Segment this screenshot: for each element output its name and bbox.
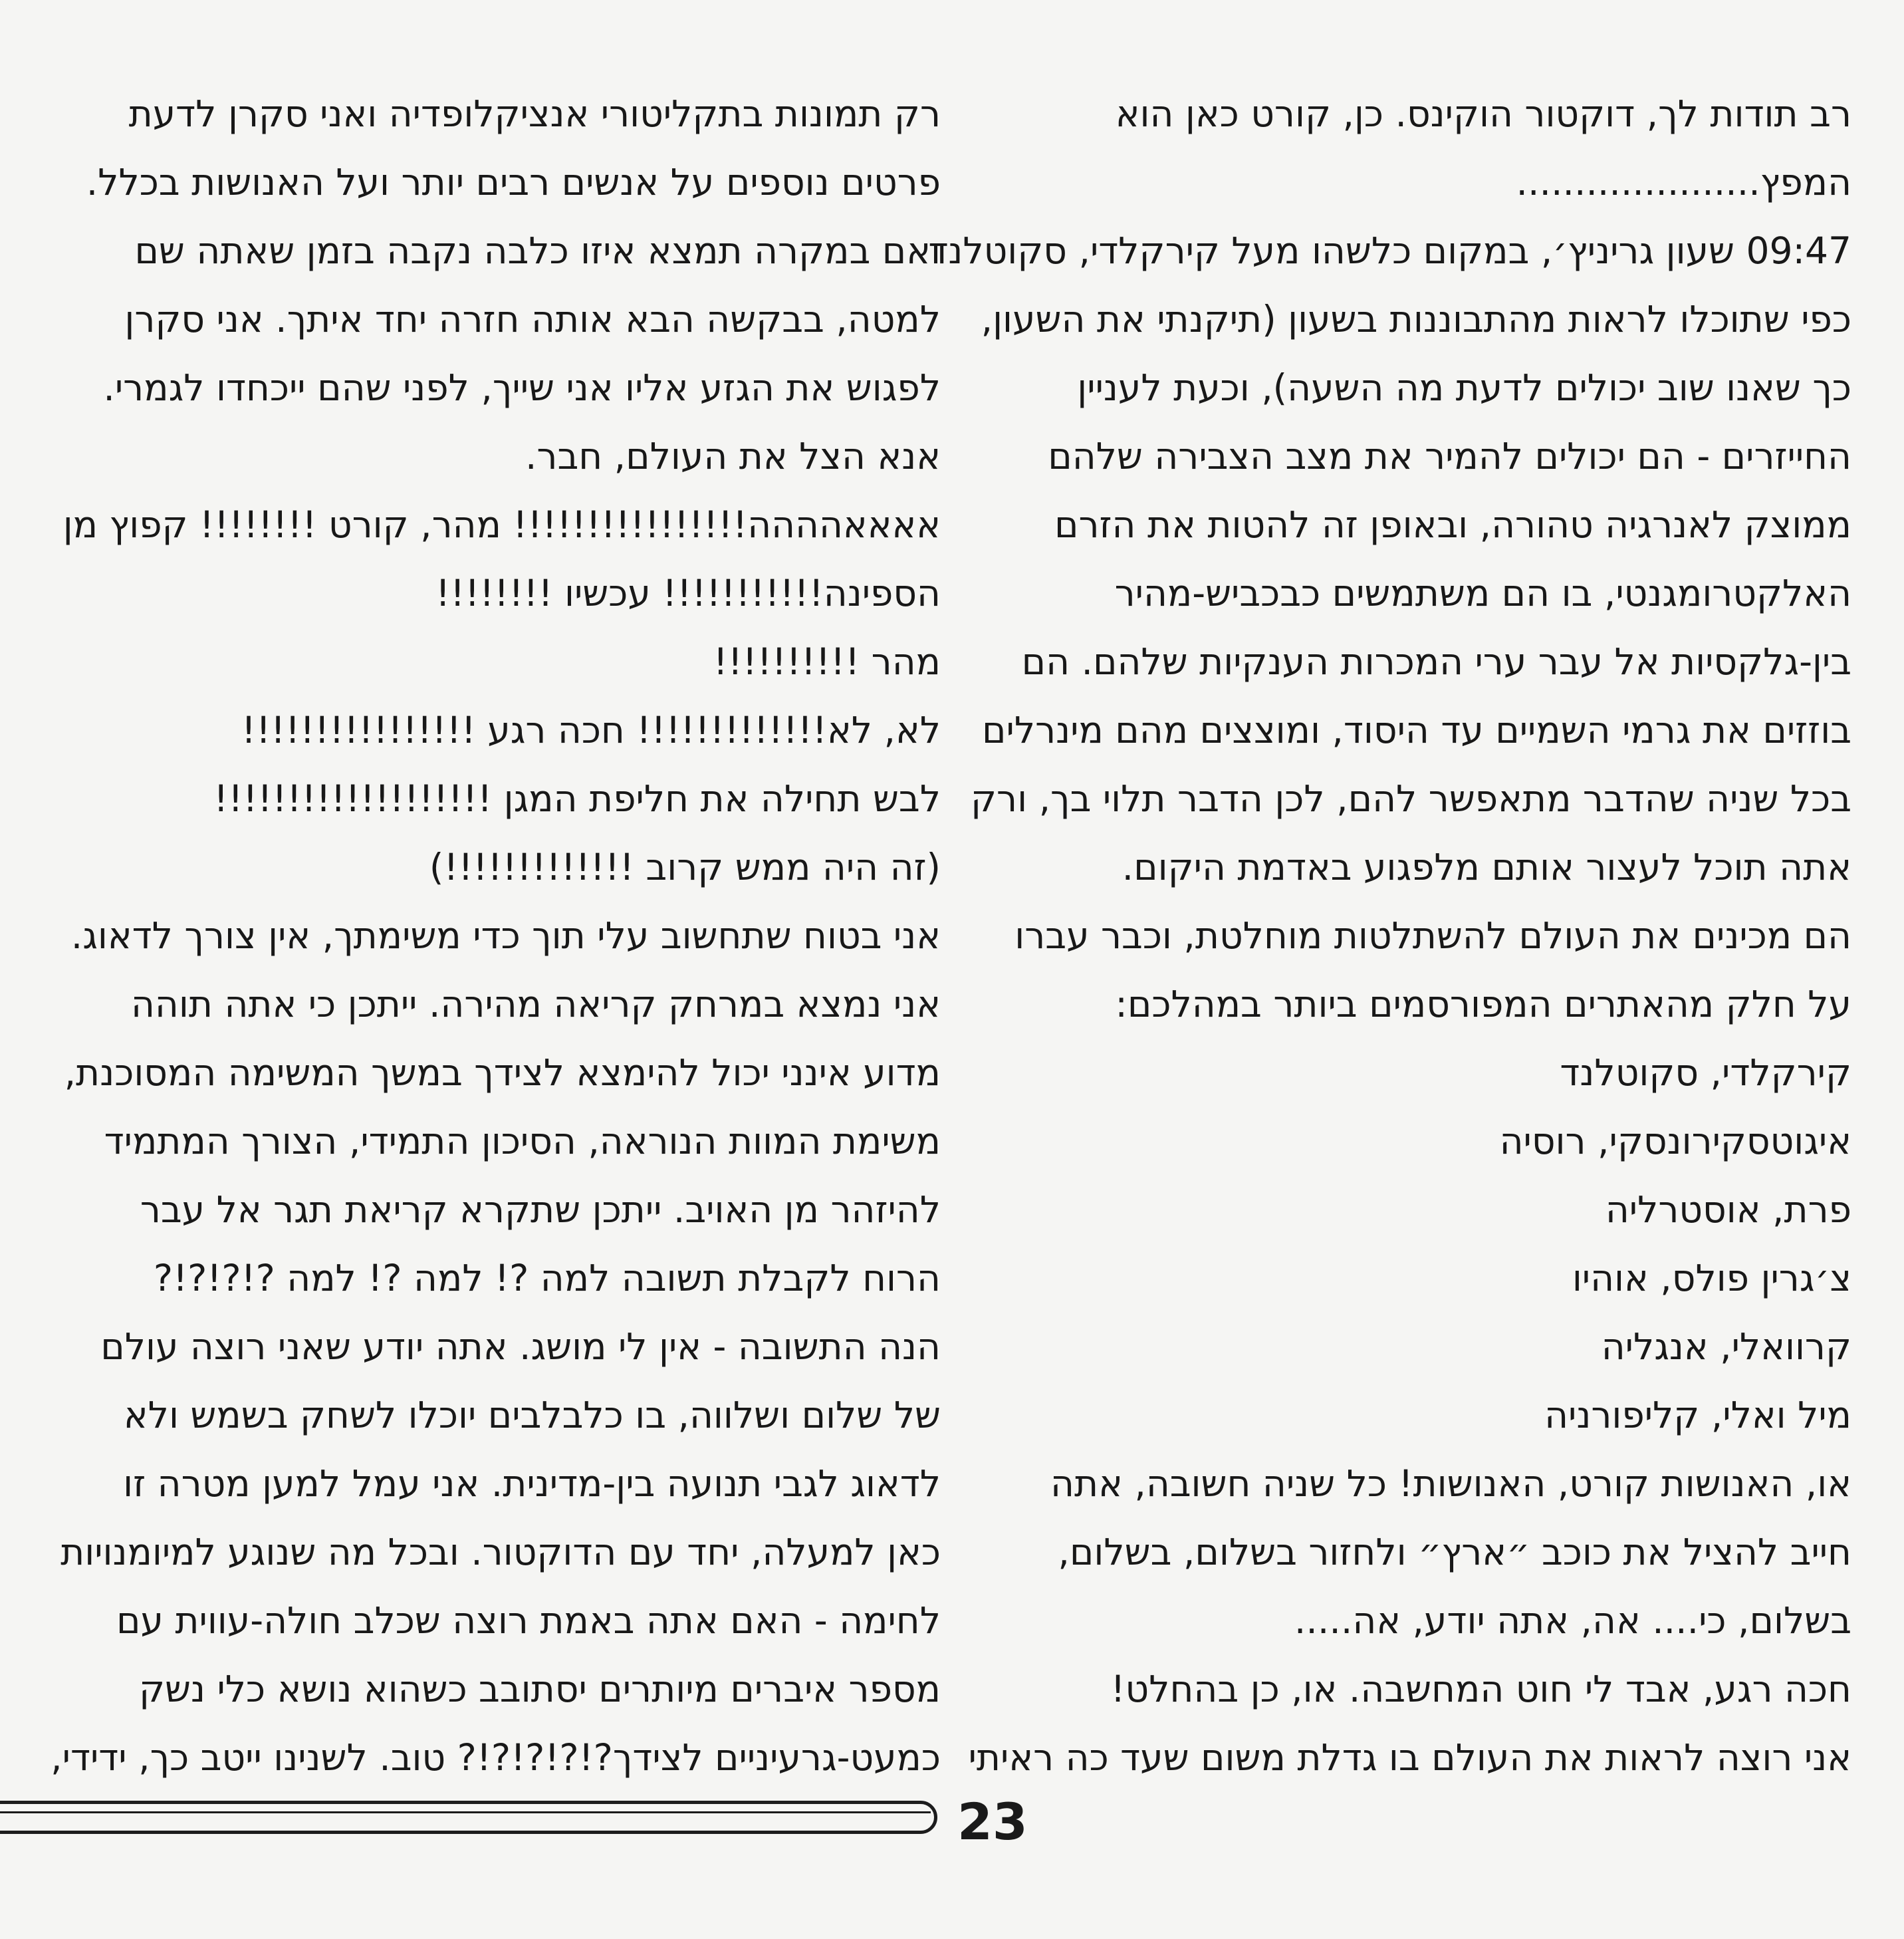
footer-rule-line	[0, 1811, 931, 1813]
text-line: לפגוש את הגזע אליו אני שייך, לפני שהם ייכחדו לגמרי.	[103, 366, 941, 409]
text-column-right	[928, 80, 1851, 1792]
list-item-location: קירקלדי, סקוטלנד	[1560, 1051, 1851, 1094]
text-line: אנא הצל את העולם, חבר.	[525, 435, 941, 477]
text-line: אתה תוכל לעצור אותם מלפגוע באדמת היקום.	[1122, 846, 1851, 888]
text-line: פרטים נוספים על אנשים רבים יותר ועל האנושות בכלל.	[86, 161, 941, 203]
text-line: לא, לא!!!!!!!!!!!!! חכה רגע !!!!!!!!!!!!!!!!	[241, 709, 941, 751]
text-line: של שלום ושלווה, בו כלבלבים יוכלו לשחק בשמש ולא	[123, 1394, 941, 1436]
text-line: אני נמצא במרחק קריאה מהירה. ייתכן כי אתה תוהה	[130, 983, 941, 1025]
text-line: להיזהר מן האויב. ייתכן שתקרא קריאת תגר אל עבר	[140, 1188, 941, 1231]
text-line: הם מכינים את העולם להשתלטות מוחלטת, וכבר עברו	[1014, 914, 1851, 957]
text-line: ממוצק לאנרגיה טהורה, ובאופן זה להטות את הזרם	[1054, 503, 1851, 546]
text-line: אני בטוח שתחשוב עלי תוך כדי משימתך, אין צורך לדאוג.	[70, 914, 941, 957]
text-line: רק תמונות בתקליטורי אנציקלופדיה ואני סקרן לדעת	[128, 92, 941, 135]
text-line: המפץ.....................	[1516, 161, 1851, 203]
text-line: על חלק מהאתרים המפורסמים ביותר במהלכם:	[1115, 983, 1851, 1025]
list-item-location: איגוטסקירונסקי, רוסיה	[1499, 1120, 1851, 1162]
list-item-location: פרת, אוסטרליה	[1605, 1188, 1851, 1231]
text-line: חייב להציל את כוכב ״ארץ״ ולחזור בשלום, בשלום,	[1058, 1531, 1851, 1573]
text-line: חכה רגע, אבד לי חוט המחשבה. או, כן בהחלט!	[1110, 1668, 1851, 1710]
text-line: או, האנושות קורט, האנושות! כל שניה חשובה, אתה	[1050, 1462, 1851, 1505]
page-number: 23	[957, 1792, 1028, 1851]
text-line: לדאוג לגבי תנועה בין-מדינית. אני עמל למען מטרה זו	[123, 1462, 941, 1505]
text-line: בין-גלקסיות אל עבר ערי המכרות הענקיות שלהם. הם	[1021, 640, 1851, 683]
text-line: כמעט-גרעיניים לצידך?!?!?!?!? טוב. לשנינו ייטב כך, ידידי,	[51, 1736, 941, 1779]
text-line: רב תודות לך, דוקטור הוקינס. כן, קורט כאן הוא	[1115, 92, 1851, 135]
text-line: מהר !!!!!!!!!!	[713, 640, 941, 683]
text-column-left	[51, 80, 941, 1792]
list-item-location: מיל ואלי, קליפורניה	[1544, 1394, 1851, 1436]
text-line: אאאאהההה!!!!!!!!!!!!!!!! מהר, קורט !!!!!!!! קפוץ מן	[62, 503, 941, 546]
text-line: אני רוצה לראות את העולם בו גדלת משום שעד כה ראיתי	[968, 1736, 1851, 1779]
text-line: (זה היה ממש קרוב !!!!!!!!!!!!!)	[429, 846, 941, 888]
text-line: הנה התשובה - אין לי מושג. אתה יודע שאני רוצה עולם	[100, 1325, 941, 1368]
text-line: לחימה - האם אתה באמת רוצה שכלב חולה-עווית עם	[116, 1599, 941, 1642]
text-line: בשלום, כי.... אה, אתה יודע, אה.....	[1294, 1599, 1851, 1642]
footer-rule	[0, 1801, 937, 1834]
text-line: למטה, בבקשה הבא אותה חזרה יחד איתך. אני סקרן	[124, 298, 941, 340]
list-item-location: צ׳גרין פולס, אוהיו	[1572, 1257, 1851, 1299]
text-line: מדוע אינני יכול להימצא לצידך במשך המשימה המסוכנת,	[64, 1051, 941, 1094]
text-line: משימת המוות הנוראה, הסיכון התמידי, הצורך המתמיד	[104, 1120, 941, 1162]
text-line: הספינה!!!!!!!!!!! עכשיו !!!!!!!!	[435, 572, 941, 614]
text-line: בוזזים את גרמי השמיים עד היסוד, ומוצצים מהם מינרלים	[982, 709, 1851, 751]
page-footer	[0, 1789, 1904, 1862]
text-line: כך שאנו שוב יכולים לדעת מה השעה), וכעת לעניין	[1077, 366, 1851, 409]
text-line: כאן למעלה, יחד עם הדוקטור. ובכל מה שנוגע למיומנויות	[60, 1531, 941, 1573]
text-line: לבש תחילה את חליפת המגן !!!!!!!!!!!!!!!!!!!	[213, 777, 941, 820]
text-line: בכל שניה שהדבר מתאפשר להם, לכן הדבר תלוי בך, ורק	[971, 777, 1851, 820]
text-line: הרוח לקבלת תשובה למה ?! למה ?! למה ?!?!?!?	[153, 1257, 941, 1299]
list-item-location: קרוואלי, אנגליה	[1601, 1325, 1851, 1368]
text-line: ואם במקרה תמצא איזו כלבה נקבה בזמן שאתה שם	[134, 229, 941, 272]
text-line: האלקטרומגנטי, בו הם משתמשים כבכביש-מהיר	[1114, 572, 1851, 614]
text-line: כפי שתוכלו לראות מהתבוננות בשעון (תיקנתי את השעון,	[981, 298, 1851, 340]
text-line: מספר איברים מיותרים יסתובב כשהוא נושא כלי נשק	[139, 1668, 941, 1710]
text-line: 09:47 שעון גריניץ׳, במקום כלשהו מעל קירקלדי, סקוטלנד	[928, 229, 1851, 272]
text-line: החייזרים - הם יכולים להמיר את מצב הצבירה שלהם	[1048, 435, 1851, 477]
